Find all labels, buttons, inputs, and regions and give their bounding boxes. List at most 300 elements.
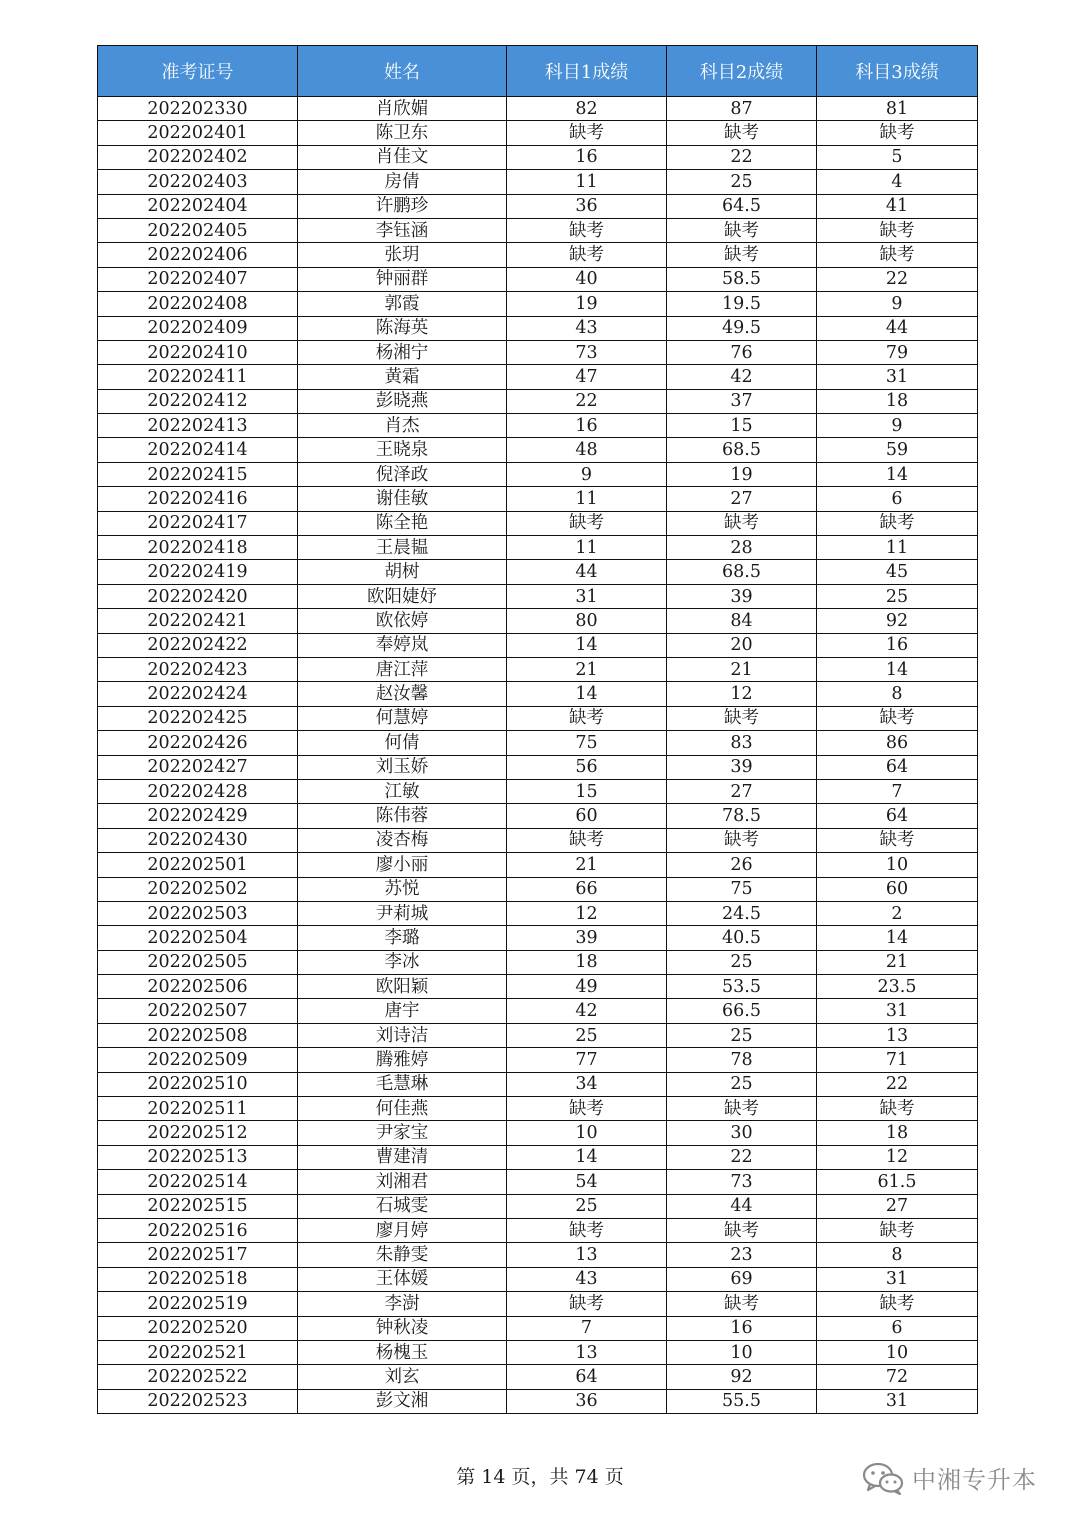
table-row — [98, 1023, 978, 1047]
cell-exam-id: 202202509 — [98, 1048, 298, 1072]
cell-name: 朱静雯 — [298, 1243, 507, 1267]
cell-subject1-score: 25 — [507, 1194, 667, 1218]
cell-exam-id: 202202423 — [98, 657, 298, 681]
cell-subject1-score: 16 — [507, 414, 667, 438]
table-row — [98, 389, 978, 413]
cell-subject3-score: 缺考 — [817, 1218, 978, 1242]
cell-exam-id: 202202405 — [98, 218, 298, 242]
cell-subject1-score: 14 — [507, 682, 667, 706]
cell-subject1-score: 56 — [507, 755, 667, 779]
cell-subject1-score: 39 — [507, 926, 667, 950]
cell-exam-id: 202202428 — [98, 779, 298, 803]
cell-exam-id: 202202404 — [98, 194, 298, 218]
cell-subject2-score: 19.5 — [667, 292, 817, 316]
cell-exam-id: 202202501 — [98, 853, 298, 877]
page-number: 第 14 页，共 74 页 — [456, 1466, 624, 1488]
cell-subject3-score: 缺考 — [817, 1292, 978, 1316]
cell-name: 彭晓燕 — [298, 389, 507, 413]
cell-subject1-score: 64 — [507, 1365, 667, 1389]
table-row — [98, 97, 978, 121]
table-row — [98, 975, 978, 999]
cell-subject3-score: 缺考 — [817, 243, 978, 267]
cell-subject1-score: 31 — [507, 584, 667, 608]
cell-name: 彭文湘 — [298, 1389, 507, 1413]
table-body — [98, 97, 978, 1414]
cell-name: 王晨韫 — [298, 536, 507, 560]
cell-exam-id: 202202411 — [98, 365, 298, 389]
cell-name: 肖杰 — [298, 414, 507, 438]
table-row — [98, 1145, 978, 1169]
cell-name: 唐江萍 — [298, 657, 507, 681]
table-row — [98, 1267, 978, 1291]
cell-exam-id: 202202510 — [98, 1072, 298, 1096]
cell-name: 黄霜 — [298, 365, 507, 389]
watermark-text: 中湘专升本 — [912, 1466, 1037, 1494]
table-row — [98, 1292, 978, 1316]
table-row — [98, 194, 978, 218]
cell-subject1-score: 66 — [507, 877, 667, 901]
cell-subject3-score: 14 — [817, 657, 978, 681]
cell-subject3-score: 6 — [817, 1316, 978, 1340]
cell-name: 江敏 — [298, 779, 507, 803]
table-row — [98, 121, 978, 145]
cell-exam-id: 202202402 — [98, 145, 298, 169]
cell-subject2-score: 83 — [667, 731, 817, 755]
table-row — [98, 1365, 978, 1389]
cell-subject3-score: 缺考 — [817, 511, 978, 535]
cell-subject2-score: 28 — [667, 536, 817, 560]
cell-subject1-score: 缺考 — [507, 511, 667, 535]
table-row — [98, 633, 978, 657]
cell-name: 欧阳婕妤 — [298, 584, 507, 608]
cell-subject1-score: 11 — [507, 170, 667, 194]
cell-subject3-score: 13 — [817, 1023, 978, 1047]
table-row — [98, 243, 978, 267]
table-row — [98, 487, 978, 511]
cell-name: 凌杏梅 — [298, 828, 507, 852]
cell-subject3-score: 31 — [817, 999, 978, 1023]
cell-name: 刘玄 — [298, 1365, 507, 1389]
cell-name: 肖欣媚 — [298, 97, 507, 121]
cell-subject3-score: 23.5 — [817, 975, 978, 999]
cell-exam-id: 202202425 — [98, 706, 298, 730]
cell-subject1-score: 54 — [507, 1170, 667, 1194]
cell-name: 何佳燕 — [298, 1097, 507, 1121]
cell-subject3-score: 缺考 — [817, 828, 978, 852]
cell-subject1-score: 14 — [507, 633, 667, 657]
cell-name: 刘诗洁 — [298, 1023, 507, 1047]
cell-name: 欧阳颖 — [298, 975, 507, 999]
cell-name: 肖佳文 — [298, 145, 507, 169]
cell-subject2-score: 92 — [667, 1365, 817, 1389]
cell-exam-id: 202202521 — [98, 1340, 298, 1364]
cell-subject3-score: 6 — [817, 487, 978, 511]
cell-exam-id: 202202427 — [98, 755, 298, 779]
cell-subject1-score: 缺考 — [507, 1292, 667, 1316]
cell-exam-id: 202202507 — [98, 999, 298, 1023]
cell-exam-id: 202202523 — [98, 1389, 298, 1413]
table-row — [98, 316, 978, 340]
cell-subject2-score: 78.5 — [667, 804, 817, 828]
cell-subject1-score: 80 — [507, 609, 667, 633]
cell-subject2-score: 40.5 — [667, 926, 817, 950]
cell-subject1-score: 10 — [507, 1121, 667, 1145]
cell-subject2-score: 25 — [667, 1023, 817, 1047]
cell-subject3-score: 5 — [817, 145, 978, 169]
cell-subject2-score: 66.5 — [667, 999, 817, 1023]
cell-name: 陈海英 — [298, 316, 507, 340]
cell-subject2-score: 25 — [667, 950, 817, 974]
cell-exam-id: 202202417 — [98, 511, 298, 535]
cell-subject2-score: 15 — [667, 414, 817, 438]
cell-subject2-score: 44 — [667, 1194, 817, 1218]
cell-exam-id: 202202513 — [98, 1145, 298, 1169]
cell-subject2-score: 缺考 — [667, 1097, 817, 1121]
table-row — [98, 536, 978, 560]
cell-name: 刘玉娇 — [298, 755, 507, 779]
cell-subject1-score: 15 — [507, 779, 667, 803]
cell-subject1-score: 9 — [507, 462, 667, 486]
cell-subject2-score: 84 — [667, 609, 817, 633]
cell-exam-id: 202202424 — [98, 682, 298, 706]
cell-subject2-score: 27 — [667, 779, 817, 803]
cell-subject2-score: 缺考 — [667, 1292, 817, 1316]
watermark — [862, 1460, 1037, 1495]
cell-subject2-score: 10 — [667, 1340, 817, 1364]
cell-subject3-score: 8 — [817, 682, 978, 706]
cell-subject3-score: 31 — [817, 365, 978, 389]
cell-subject1-score: 43 — [507, 1267, 667, 1291]
cell-subject1-score: 77 — [507, 1048, 667, 1072]
header-row — [98, 46, 978, 97]
table-row — [98, 1316, 978, 1340]
table-row — [98, 804, 978, 828]
table-row — [98, 1218, 978, 1242]
cell-subject2-score: 24.5 — [667, 901, 817, 925]
cell-subject2-score: 68.5 — [667, 438, 817, 462]
cell-subject1-score: 缺考 — [507, 218, 667, 242]
column-header-subject2: 科目2成绩 — [667, 46, 817, 97]
table-row — [98, 218, 978, 242]
table-row — [98, 657, 978, 681]
cell-exam-id: 202202412 — [98, 389, 298, 413]
cell-subject1-score: 13 — [507, 1340, 667, 1364]
cell-subject3-score: 21 — [817, 950, 978, 974]
cell-name: 胡树 — [298, 560, 507, 584]
cell-name: 陈伟蓉 — [298, 804, 507, 828]
table-row — [98, 731, 978, 755]
cell-subject2-score: 12 — [667, 682, 817, 706]
cell-subject2-score: 20 — [667, 633, 817, 657]
cell-subject2-score: 25 — [667, 1072, 817, 1096]
table-row — [98, 170, 978, 194]
cell-name: 李钰涵 — [298, 218, 507, 242]
cell-subject2-score: 73 — [667, 1170, 817, 1194]
cell-subject1-score: 73 — [507, 340, 667, 364]
table-row — [98, 462, 978, 486]
cell-subject2-score: 39 — [667, 755, 817, 779]
cell-name: 李冰 — [298, 950, 507, 974]
cell-subject2-score: 缺考 — [667, 828, 817, 852]
cell-subject3-score: 缺考 — [817, 218, 978, 242]
cell-exam-id: 202202504 — [98, 926, 298, 950]
cell-subject1-score: 48 — [507, 438, 667, 462]
cell-subject1-score: 19 — [507, 292, 667, 316]
table-row — [98, 779, 978, 803]
cell-subject3-score: 61.5 — [817, 1170, 978, 1194]
table-row — [98, 560, 978, 584]
cell-exam-id: 202202420 — [98, 584, 298, 608]
cell-exam-id: 202202419 — [98, 560, 298, 584]
cell-name: 张玥 — [298, 243, 507, 267]
cell-subject3-score: 72 — [817, 1365, 978, 1389]
cell-subject2-score: 缺考 — [667, 706, 817, 730]
table-row — [98, 511, 978, 535]
column-header-exam-id: 准考证号 — [98, 46, 298, 97]
table-row — [98, 877, 978, 901]
table-row — [98, 1170, 978, 1194]
cell-exam-id: 202202518 — [98, 1267, 298, 1291]
cell-subject2-score: 64.5 — [667, 194, 817, 218]
cell-name: 钟秋凌 — [298, 1316, 507, 1340]
cell-subject3-score: 86 — [817, 731, 978, 755]
cell-name: 房倩 — [298, 170, 507, 194]
cell-subject2-score: 68.5 — [667, 560, 817, 584]
cell-subject3-score: 22 — [817, 1072, 978, 1096]
score-table — [97, 45, 978, 1414]
cell-name: 何倩 — [298, 731, 507, 755]
cell-subject2-score: 55.5 — [667, 1389, 817, 1413]
cell-subject1-score: 36 — [507, 194, 667, 218]
cell-subject1-score: 22 — [507, 389, 667, 413]
cell-subject3-score: 41 — [817, 194, 978, 218]
cell-subject2-score: 76 — [667, 340, 817, 364]
cell-name: 尹莉城 — [298, 901, 507, 925]
cell-name: 毛慧琳 — [298, 1072, 507, 1096]
cell-subject3-score: 81 — [817, 97, 978, 121]
cell-name: 郭霞 — [298, 292, 507, 316]
cell-subject3-score: 27 — [817, 1194, 978, 1218]
table-row — [98, 438, 978, 462]
cell-exam-id: 202202408 — [98, 292, 298, 316]
cell-name: 李璐 — [298, 926, 507, 950]
cell-subject1-score: 缺考 — [507, 121, 667, 145]
cell-exam-id: 202202517 — [98, 1243, 298, 1267]
cell-name: 李澍 — [298, 1292, 507, 1316]
cell-subject1-score: 36 — [507, 1389, 667, 1413]
cell-subject2-score: 缺考 — [667, 1218, 817, 1242]
cell-name: 许鹏珍 — [298, 194, 507, 218]
cell-exam-id: 202202416 — [98, 487, 298, 511]
cell-name: 欧依婷 — [298, 609, 507, 633]
cell-exam-id: 202202429 — [98, 804, 298, 828]
cell-exam-id: 202202401 — [98, 121, 298, 145]
cell-exam-id: 202202414 — [98, 438, 298, 462]
table-row — [98, 901, 978, 925]
cell-subject1-score: 16 — [507, 145, 667, 169]
table-row — [98, 1097, 978, 1121]
cell-name: 曹建清 — [298, 1145, 507, 1169]
cell-subject1-score: 18 — [507, 950, 667, 974]
cell-name: 杨槐玉 — [298, 1340, 507, 1364]
cell-exam-id: 202202330 — [98, 97, 298, 121]
cell-exam-id: 202202418 — [98, 536, 298, 560]
cell-name: 倪泽政 — [298, 462, 507, 486]
cell-subject1-score: 缺考 — [507, 1218, 667, 1242]
cell-exam-id: 202202421 — [98, 609, 298, 633]
cell-exam-id: 202202407 — [98, 267, 298, 291]
cell-subject2-score: 58.5 — [667, 267, 817, 291]
cell-subject2-score: 16 — [667, 1316, 817, 1340]
cell-subject1-score: 13 — [507, 1243, 667, 1267]
cell-subject1-score: 21 — [507, 853, 667, 877]
table-row — [98, 1243, 978, 1267]
table-row — [98, 1072, 978, 1096]
cell-subject1-score: 21 — [507, 657, 667, 681]
cell-subject1-score: 缺考 — [507, 1097, 667, 1121]
cell-exam-id: 202202503 — [98, 901, 298, 925]
cell-exam-id: 202202406 — [98, 243, 298, 267]
cell-exam-id: 202202508 — [98, 1023, 298, 1047]
cell-subject1-score: 14 — [507, 1145, 667, 1169]
cell-name: 王晓泉 — [298, 438, 507, 462]
cell-exam-id: 202202520 — [98, 1316, 298, 1340]
cell-exam-id: 202202403 — [98, 170, 298, 194]
cell-name: 苏悦 — [298, 877, 507, 901]
cell-subject3-score: 缺考 — [817, 1097, 978, 1121]
cell-subject3-score: 8 — [817, 1243, 978, 1267]
cell-subject1-score: 40 — [507, 267, 667, 291]
cell-subject3-score: 18 — [817, 389, 978, 413]
cell-subject1-score: 缺考 — [507, 706, 667, 730]
cell-name: 刘湘君 — [298, 1170, 507, 1194]
cell-name: 廖小丽 — [298, 853, 507, 877]
cell-subject1-score: 42 — [507, 999, 667, 1023]
table-row — [98, 145, 978, 169]
cell-exam-id: 202202502 — [98, 877, 298, 901]
table-row — [98, 267, 978, 291]
cell-exam-id: 202202514 — [98, 1170, 298, 1194]
cell-subject2-score: 缺考 — [667, 121, 817, 145]
cell-subject3-score: 9 — [817, 414, 978, 438]
cell-exam-id: 202202506 — [98, 975, 298, 999]
cell-subject1-score: 82 — [507, 97, 667, 121]
table-row — [98, 1194, 978, 1218]
cell-subject3-score: 4 — [817, 170, 978, 194]
cell-exam-id: 202202430 — [98, 828, 298, 852]
table-row — [98, 1121, 978, 1145]
cell-subject3-score: 44 — [817, 316, 978, 340]
cell-subject3-score: 7 — [817, 779, 978, 803]
cell-name: 钟丽群 — [298, 267, 507, 291]
column-header-subject1: 科目1成绩 — [507, 46, 667, 97]
cell-exam-id: 202202511 — [98, 1097, 298, 1121]
cell-subject2-score: 22 — [667, 1145, 817, 1169]
cell-name: 尹家宝 — [298, 1121, 507, 1145]
cell-subject3-score: 缺考 — [817, 706, 978, 730]
cell-subject2-score: 21 — [667, 657, 817, 681]
cell-name: 唐宇 — [298, 999, 507, 1023]
cell-subject3-score: 10 — [817, 853, 978, 877]
cell-name: 陈全艳 — [298, 511, 507, 535]
cell-subject3-score: 64 — [817, 804, 978, 828]
cell-subject1-score: 缺考 — [507, 243, 667, 267]
cell-subject2-score: 39 — [667, 584, 817, 608]
cell-subject1-score: 49 — [507, 975, 667, 999]
cell-name: 杨湘宁 — [298, 340, 507, 364]
cell-exam-id: 202202410 — [98, 340, 298, 364]
cell-subject2-score: 26 — [667, 853, 817, 877]
table-row — [98, 584, 978, 608]
cell-subject3-score: 92 — [817, 609, 978, 633]
cell-name: 谢佳敏 — [298, 487, 507, 511]
cell-subject3-score: 25 — [817, 584, 978, 608]
cell-subject1-score: 34 — [507, 1072, 667, 1096]
cell-exam-id: 202202409 — [98, 316, 298, 340]
table-row — [98, 999, 978, 1023]
cell-subject3-score: 60 — [817, 877, 978, 901]
cell-subject2-score: 缺考 — [667, 243, 817, 267]
cell-subject1-score: 11 — [507, 487, 667, 511]
cell-subject2-score: 25 — [667, 170, 817, 194]
cell-subject1-score: 11 — [507, 536, 667, 560]
cell-subject2-score: 87 — [667, 97, 817, 121]
cell-subject1-score: 7 — [507, 1316, 667, 1340]
table-row — [98, 828, 978, 852]
cell-subject1-score: 缺考 — [507, 828, 667, 852]
cell-subject3-score: 缺考 — [817, 121, 978, 145]
table-row — [98, 1340, 978, 1364]
column-header-name: 姓名 — [298, 46, 507, 97]
cell-subject3-score: 71 — [817, 1048, 978, 1072]
cell-exam-id: 202202422 — [98, 633, 298, 657]
cell-subject3-score: 31 — [817, 1389, 978, 1413]
table-row — [98, 414, 978, 438]
cell-subject2-score: 75 — [667, 877, 817, 901]
cell-subject3-score: 16 — [817, 633, 978, 657]
cell-subject1-score: 60 — [507, 804, 667, 828]
cell-subject1-score: 75 — [507, 731, 667, 755]
cell-subject2-score: 缺考 — [667, 218, 817, 242]
table-row — [98, 1048, 978, 1072]
cell-subject2-score: 27 — [667, 487, 817, 511]
table-row — [98, 926, 978, 950]
cell-subject3-score: 14 — [817, 926, 978, 950]
cell-subject2-score: 23 — [667, 1243, 817, 1267]
cell-subject3-score: 79 — [817, 340, 978, 364]
cell-subject1-score: 12 — [507, 901, 667, 925]
wechat-icon — [862, 1461, 904, 1495]
cell-subject3-score: 2 — [817, 901, 978, 925]
cell-exam-id: 202202519 — [98, 1292, 298, 1316]
cell-subject3-score: 18 — [817, 1121, 978, 1145]
cell-subject2-score: 53.5 — [667, 975, 817, 999]
cell-exam-id: 202202515 — [98, 1194, 298, 1218]
table-row — [98, 292, 978, 316]
cell-subject2-score: 19 — [667, 462, 817, 486]
cell-subject3-score: 14 — [817, 462, 978, 486]
cell-name: 何慧婷 — [298, 706, 507, 730]
cell-subject3-score: 11 — [817, 536, 978, 560]
table-row — [98, 853, 978, 877]
cell-name: 王体媛 — [298, 1267, 507, 1291]
table-row — [98, 706, 978, 730]
cell-subject3-score: 59 — [817, 438, 978, 462]
cell-name: 奉婷岚 — [298, 633, 507, 657]
cell-name: 廖月婷 — [298, 1218, 507, 1242]
cell-subject1-score: 47 — [507, 365, 667, 389]
cell-subject2-score: 49.5 — [667, 316, 817, 340]
